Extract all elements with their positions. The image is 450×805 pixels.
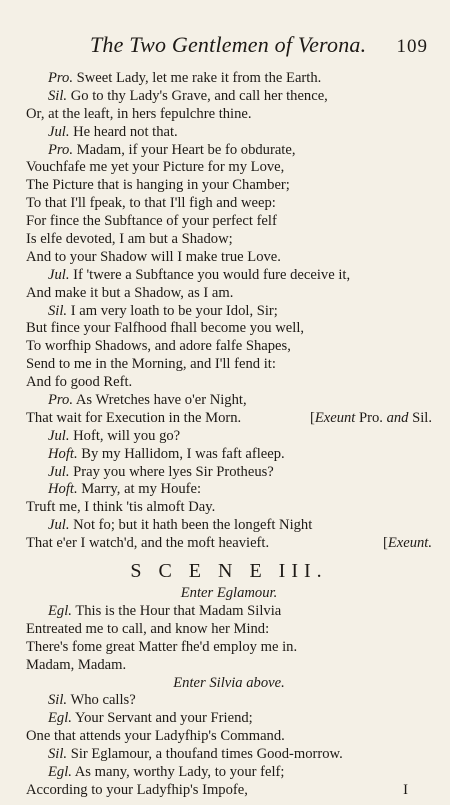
verse-line [26, 231, 432, 249]
verse-line [26, 746, 432, 764]
scene-heading: S C E N E III. [130, 560, 328, 583]
line-text: Send to me in the Morning, and I'll fend it: [26, 356, 276, 373]
exit-direction-part: and [386, 409, 409, 426]
verse-line [26, 159, 432, 177]
play-text [26, 70, 432, 800]
verse-line [26, 481, 432, 499]
verse-line [26, 88, 432, 106]
speaker-label: Sil. [48, 302, 68, 319]
line-text: Hoft, will you go? [73, 427, 181, 444]
verse-line [26, 464, 432, 482]
speaker-label: Sil. [48, 87, 68, 104]
verse-line [26, 374, 432, 392]
verse-line [26, 338, 432, 356]
verse-line [26, 446, 432, 464]
dialogue-block [26, 70, 432, 553]
line-text: This is the Hour that Madam Silvia [75, 602, 282, 619]
line-text: Marry, at my Houfe: [81, 481, 202, 498]
verse-line [26, 124, 432, 142]
speaker-label: Sil. [48, 692, 68, 709]
verse-line [26, 657, 432, 675]
line-text: As Wretches have o'er Night, [75, 392, 247, 409]
verse-line [26, 195, 432, 213]
line-text: Not fo; but it hath been the longeft Night [73, 517, 313, 534]
speaker-label: Egl. [48, 710, 72, 727]
speaker-label: Jul. [48, 517, 70, 534]
line-text: Entreated me to call, and know her Mind: [26, 620, 270, 637]
line-text: To that I'll fpeak, to that I'll figh and weep: [26, 195, 276, 212]
line-text: Go to thy Lady's Grave, and call her thence, [70, 87, 328, 104]
line-text: And to your Shadow will I make true Love. [26, 248, 281, 265]
stage-direction: Enter Eglamour. [180, 585, 278, 602]
speaker-label: Pro. [48, 70, 73, 86]
verse-line [26, 142, 432, 160]
verse-line [26, 267, 432, 285]
line-text: Madam, if your Heart be fo obdurate, [76, 141, 296, 158]
stage-direction: Enter Silvia above. [173, 674, 285, 691]
line-text: That e'er I watch'd, and the moft heavieft. [26, 535, 270, 552]
line-text: As many, worthy Lady, to your felf; [74, 763, 285, 780]
speaker-label: Pro. [48, 141, 73, 158]
speaker-label: Jul. [48, 266, 70, 283]
verse-line [26, 499, 432, 517]
verse-line [26, 428, 432, 446]
exit-direction-part: Exeunt [314, 409, 356, 426]
verse-line [26, 177, 432, 195]
speaker-label: Egl. [48, 763, 72, 780]
exit-direction-part: [ [382, 535, 388, 552]
line-text: Sir Eglamour, a thoufand times Good-morrow. [70, 746, 343, 763]
dialogue-block [26, 585, 432, 800]
speaker-label: Egl. [48, 602, 72, 619]
exit-direction-part: [ [309, 409, 315, 426]
exit-direction [310, 410, 432, 428]
line-text: Your Servant and your Friend; [75, 710, 253, 727]
line-text: If 'twere a Subftance you would fure deceive it, [73, 266, 351, 283]
verse-line [26, 517, 432, 535]
line-text: One that attends your Ladyfhip's Command. [26, 728, 285, 745]
verse-line [26, 728, 432, 746]
exit-direction-part: Sil. [408, 409, 432, 426]
line-text: For fince the Subftance of your perfect felf [26, 213, 277, 230]
line-text: Pray you where lyes Sir Protheus? [73, 463, 274, 480]
line-text: He heard not that. [73, 123, 178, 140]
verse-line [26, 356, 432, 374]
line-text: Vouchfafe me yet your Picture for my Love, [26, 159, 285, 176]
verse-line [26, 782, 432, 800]
line-text: Truft me, I think 'tis almoft Day. [26, 499, 216, 516]
exit-direction-part: Exeunt. [387, 535, 432, 552]
line-text: But fince your Falfhood fhall become you well, [26, 320, 305, 337]
catchword: I [403, 781, 408, 798]
page-header [90, 32, 428, 62]
line-text: Madam, Madam. [26, 656, 127, 673]
line-text: And fo good Reft. [26, 374, 133, 391]
verse-line [26, 249, 432, 267]
speaker-label: Sil. [48, 746, 68, 763]
verse-line [26, 603, 432, 621]
verse-line [26, 639, 432, 657]
line-text: That wait for Execution in the Morn. [26, 409, 242, 426]
exit-direction-part: Pro. [355, 409, 387, 426]
line-text: By my Hallidom, I was faft afleep. [81, 445, 285, 462]
verse-line [26, 692, 432, 710]
verse-line [26, 621, 432, 639]
speaker-label: Jul. [48, 427, 70, 444]
verse-line [26, 710, 432, 728]
speaker-label: Hoft. [48, 481, 78, 498]
verse-line [26, 764, 432, 782]
speaker-label: Jul. [48, 463, 70, 480]
verse-line [26, 320, 432, 338]
speaker-label: Pro. [48, 392, 73, 409]
line-text: I am very loath to be your Idol, Sir; [70, 302, 278, 319]
verse-line [26, 392, 432, 410]
line-text: And make it but a Shadow, as I am. [26, 284, 234, 301]
line-text: Is elfe devoted, I am but a Shadow; [26, 231, 233, 248]
page-number: 109 [396, 36, 428, 57]
verse-line [26, 303, 432, 321]
speaker-label: Hoft. [48, 445, 78, 462]
line-text: To worfhip Shadows, and adore falfe Shapes, [26, 338, 291, 355]
verse-line [26, 106, 432, 124]
line-text: According to your Ladyfhip's Impofe, [26, 781, 248, 798]
verse-line [26, 70, 432, 88]
line-text: Who calls? [70, 692, 136, 709]
verse-line [26, 535, 432, 553]
line-text: Or, at the leaft, in hers fepulchre thine. [26, 105, 252, 122]
running-title: The Two Gentlemen of Verona. [90, 32, 367, 57]
exit-direction [383, 535, 432, 553]
line-text: The Picture that is hanging in your Chamber; [26, 177, 290, 194]
line-text: Sweet Lady, let me rake it from the Earth. [76, 70, 322, 86]
line-text: There's fome great Matter fhe'd employ me in. [26, 638, 298, 655]
speaker-label: Jul. [48, 123, 70, 140]
verse-line [26, 410, 432, 428]
verse-line [26, 285, 432, 303]
verse-line [26, 213, 432, 231]
